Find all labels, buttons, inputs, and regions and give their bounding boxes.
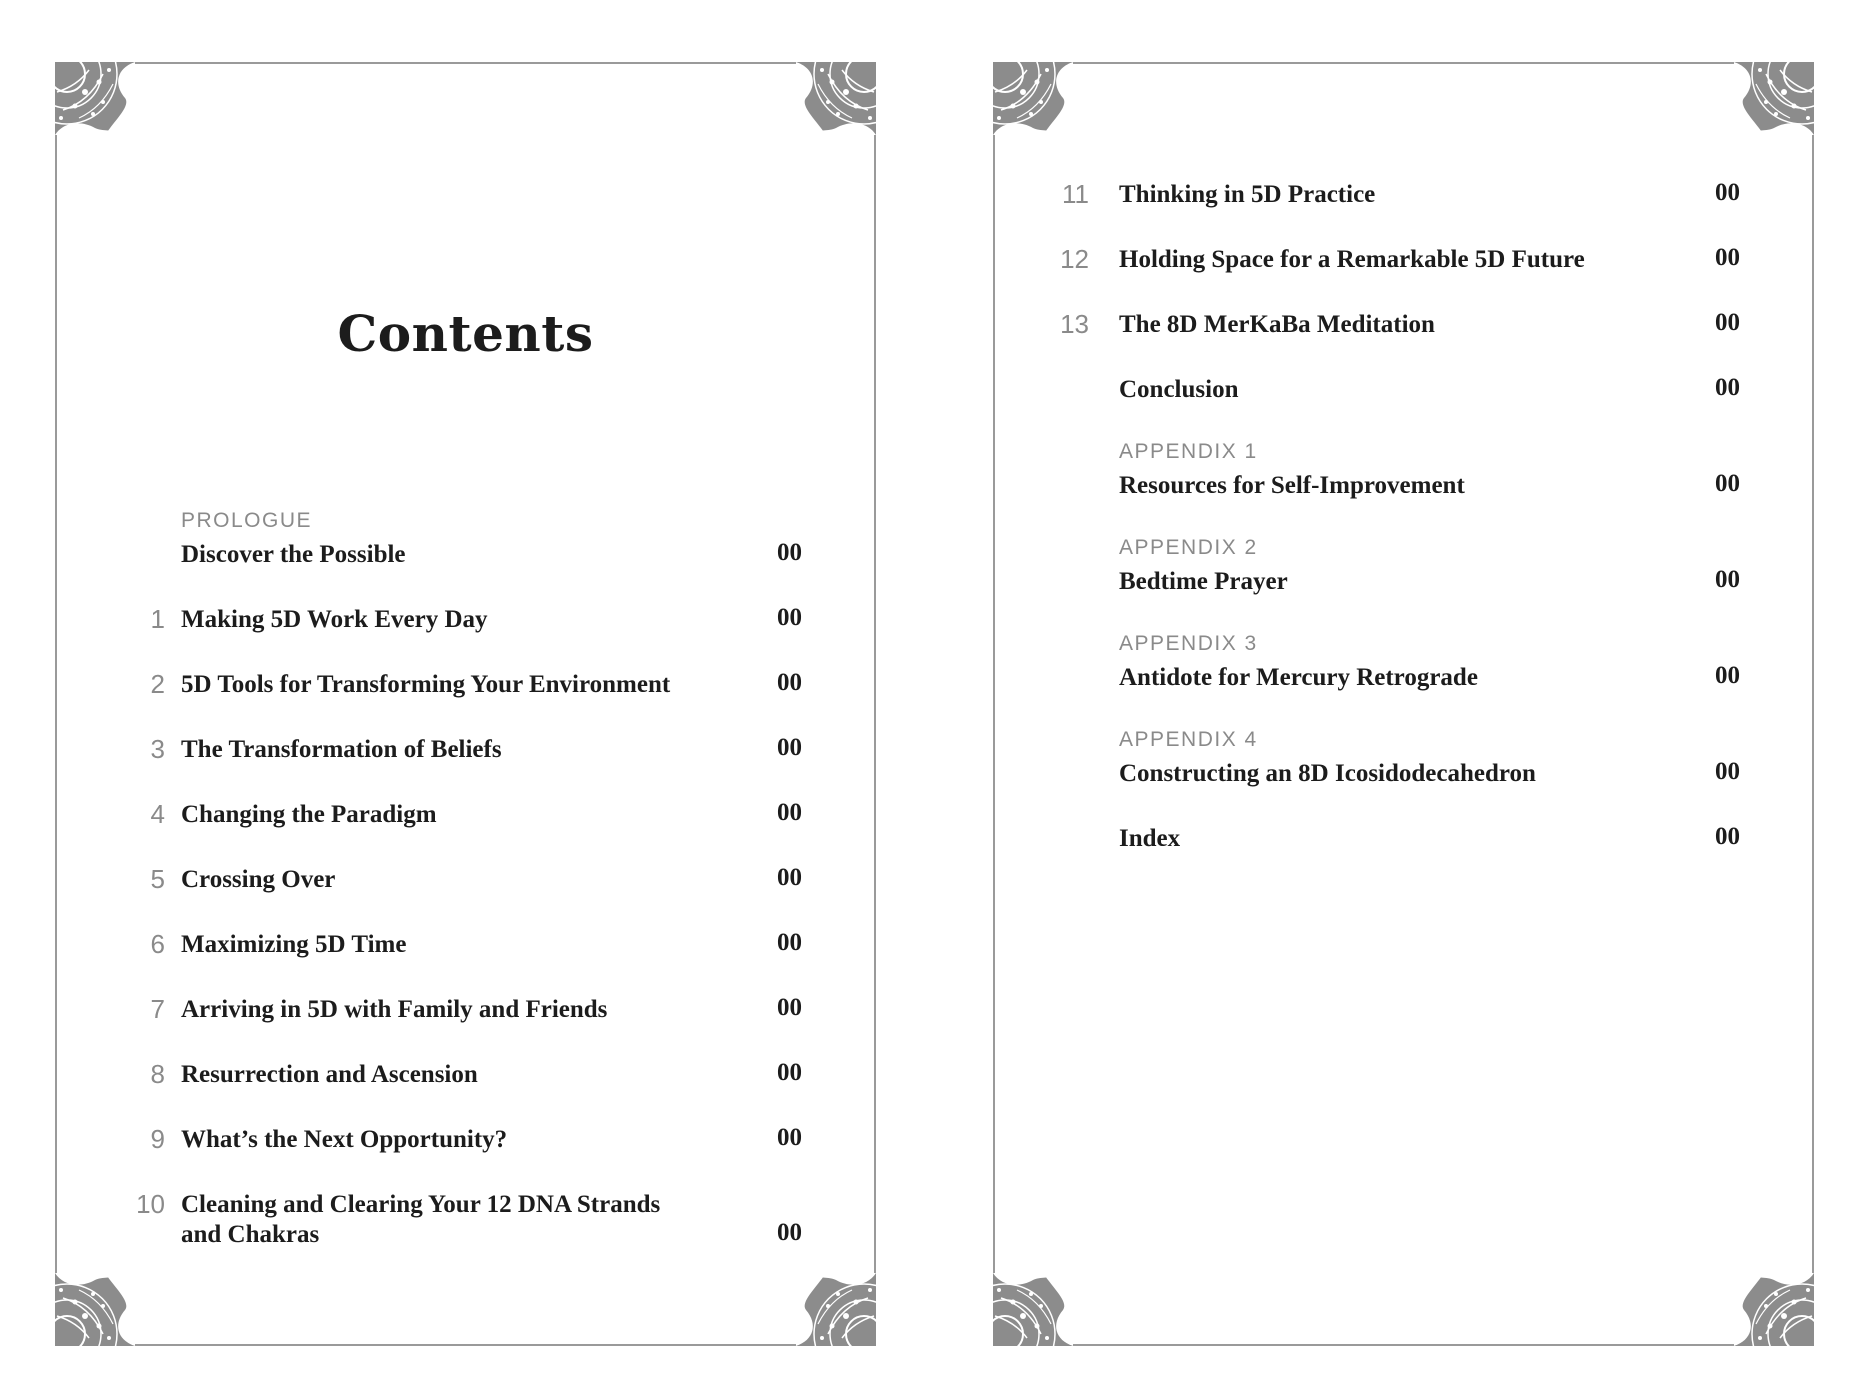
entry-title: Crossing Over <box>181 866 336 893</box>
page-title: Contents <box>337 304 594 363</box>
entry-number: 3 <box>150 734 165 764</box>
entry-title: Bedtime Prayer <box>1119 568 1288 595</box>
entry-page-number: 00 <box>1715 374 1740 401</box>
entry-title: Maximizing 5D Time <box>181 931 407 958</box>
entry-title: Thinking in 5D Practice <box>1119 181 1376 208</box>
entry-title: Index <box>1119 825 1181 852</box>
entry-title: Conclusion <box>1119 376 1239 403</box>
entry-page-number: 00 <box>777 864 802 891</box>
entry-title: Changing the Paradigm <box>181 801 437 828</box>
entry-page-number: 00 <box>777 539 802 566</box>
entry-title: The 8D MerKaBa Meditation <box>1119 311 1435 338</box>
entry-kicker: APPENDIX 3 <box>1119 632 1258 655</box>
entry-page-number: 00 <box>777 994 802 1021</box>
entry-title: Resources for Self-Improvement <box>1119 472 1465 499</box>
entry-title: Resurrection and Ascension <box>181 1061 478 1088</box>
entry-title: Holding Space for a Remarkable 5D Future <box>1119 246 1585 273</box>
entry-kicker: APPENDIX 2 <box>1119 536 1258 559</box>
entry-kicker: APPENDIX 4 <box>1119 728 1258 751</box>
entry-number: 4 <box>150 799 165 829</box>
entry-page-number: 00 <box>777 669 802 696</box>
left-page <box>55 62 876 1346</box>
entry-title: Making 5D Work Every Day <box>181 606 488 633</box>
entry-title: Arriving in 5D with Family and Friends <box>181 996 608 1023</box>
entry-page-number: 00 <box>777 734 802 761</box>
entry-number: 10 <box>136 1189 165 1219</box>
entry-page-number: 00 <box>777 1059 802 1086</box>
entry-page-number: 00 <box>777 1219 802 1246</box>
entry-number: 1 <box>150 604 165 634</box>
entry-page-number: 00 <box>777 604 802 631</box>
entry-page-number: 00 <box>1715 823 1740 850</box>
entry-page-number: 00 <box>1715 244 1740 271</box>
entry-kicker: APPENDIX 1 <box>1119 440 1258 463</box>
entry-page-number: 00 <box>1715 470 1740 497</box>
entry-page-number: 00 <box>777 799 802 826</box>
entry-page-number: 00 <box>777 1124 802 1151</box>
entry-title: 5D Tools for Transforming Your Environment <box>181 671 671 698</box>
entry-page-number: 00 <box>1715 566 1740 593</box>
entry-number: 11 <box>1062 179 1089 209</box>
entry-title: Cleaning and Clearing Your 12 DNA Strands <box>181 1191 661 1218</box>
entry-number: 12 <box>1060 244 1089 274</box>
entry-number: 6 <box>150 929 165 959</box>
entry-page-number: 00 <box>777 929 802 956</box>
entry-page-number: 00 <box>1715 662 1740 689</box>
entry-number: 5 <box>150 864 165 894</box>
entry-page-number: 00 <box>1715 179 1740 206</box>
entry-page-number: 00 <box>1715 309 1740 336</box>
entry-title: Constructing an 8D Icosidodecahedron <box>1119 760 1536 787</box>
entry-title: Discover the Possible <box>181 541 406 568</box>
entry-title-continued: and Chakras <box>181 1221 320 1248</box>
entry-title: The Transformation of Beliefs <box>181 736 502 763</box>
entry-number: 8 <box>150 1059 165 1089</box>
entry-kicker: PROLOGUE <box>181 509 313 532</box>
entry-page-number: 00 <box>1715 758 1740 785</box>
entry-number: 9 <box>150 1124 165 1154</box>
entry-number: 2 <box>150 669 165 699</box>
entry-title: Antidote for Mercury Retrograde <box>1119 664 1478 691</box>
entry-title: What’s the Next Opportunity? <box>181 1126 508 1153</box>
right-page <box>993 62 1814 1346</box>
toc-list-right <box>995 64 1812 1344</box>
entry-number: 13 <box>1060 309 1089 339</box>
toc-list-left <box>57 64 874 1344</box>
entry-number: 7 <box>150 994 165 1024</box>
